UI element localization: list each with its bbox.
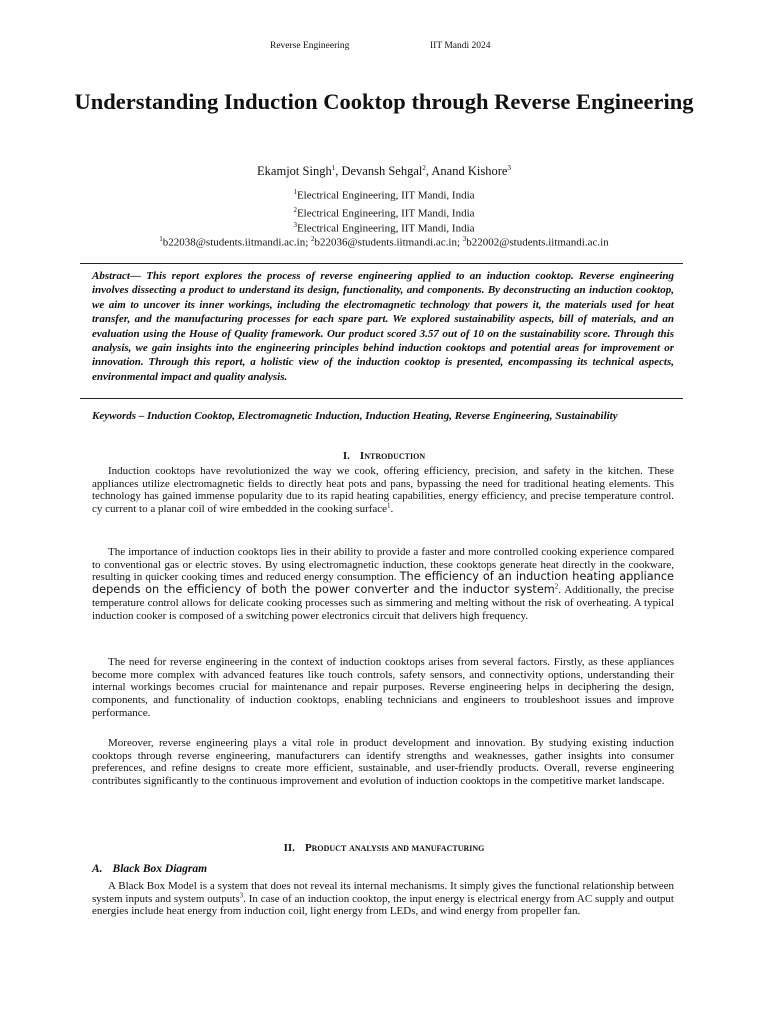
author-name: Ekamjot Singh [257, 164, 332, 179]
affiliation-text: Electrical Engineering, IIT Mandi, India [296, 189, 475, 202]
intro-paragraph-3 [92, 656, 674, 720]
author-mark: 1 [331, 164, 336, 172]
citation-ref[interactable]: 2 [554, 582, 559, 591]
running-header [0, 41, 768, 55]
section-number: II. [283, 842, 295, 854]
paragraph-tail: . Additionally, the precise temperature control allows for delicate cooking processes such as simmering and melting without the risk of overheating. A typical induction cooker is composed of a switching power electronics circuit that delivers high frequency. [92, 584, 675, 622]
abstract-text: This report explores the process of reverse engineering applied to an induction cooktop. Reverse engineering involves dissecting a product to understand its design, functionality, and components. By deconstructing an induction cooktop, we aim to uncover its inner workings, including the electromagnetic technology that powers it, the materials used for heat transfer, and the manufacturing processes for each spare part. We explored sustainability aspects, bill of materials, and an evaluation using the House of Quality framework. Our product scored 3.57 out of 10 on the sustainability score. Through this analysis, we gain insights into the engineering principles behind induction cooktops and potential areas for improvement or innovation. Through this report, a holistic view of the induction cooktop is presented, encompassing its technical aspects, environmental impact and quality analysis. [92, 270, 675, 383]
affiliation-mark: 1 [293, 188, 297, 196]
section-title: Product analysis and manufacturing [304, 842, 485, 854]
email-line: $^1$b22038@students.iitmandi.ac.in; $^2$b22036@students.iitmandi.ac.in; $^3$b22002@students.iitmandi.ac.in [159, 235, 609, 249]
affiliation-mark: 2 [293, 206, 297, 214]
citation-ref[interactable]: 1 [387, 501, 391, 510]
subsection-title: Black Box Diagram [112, 863, 208, 875]
citation-ref[interactable]: 3 [239, 891, 244, 900]
paragraph-quoted-text: The efficiency of an induction heating appliance depends on the efficiency of both the power converter and the inductor system [92, 570, 675, 597]
subsection-number: A. [92, 863, 103, 875]
running-header-left: Reverse Engineering [270, 41, 350, 51]
affiliation-text: Electrical Engineering, IIT Mandi, India [296, 207, 475, 220]
intro-paragraph-4 [92, 737, 674, 788]
email-mark: 1 [159, 235, 163, 243]
paragraph-tail: . [390, 503, 394, 516]
paragraph-tail: . In case of an induction cooktop, the input energy is electrical energy from AC supply and output energies include heat energy from induction coil, light energy from LEDs, and wind energy from propeller fan. [92, 892, 674, 918]
keywords-text: Induction Cooktop, Electromagnetic Induction, Induction Heating, Reverse Engineering, Sustainability [147, 410, 618, 422]
author-email[interactable]: b22038@students.iitmandi.ac.in [162, 236, 306, 249]
author-email[interactable]: b22036@students.iitmandi.ac.in [314, 236, 457, 249]
intro-paragraph-2 [92, 546, 674, 622]
section-heading-introduction [0, 449, 768, 463]
affiliation-text: Electrical Engineering, IIT Mandi, India [296, 222, 475, 235]
email-mark: 2 [311, 235, 315, 243]
affiliation-1 [0, 185, 768, 203]
running-header-right: IIT Mandi 2024 [430, 41, 491, 51]
black-box-paragraph [92, 880, 674, 918]
keywords [92, 409, 674, 423]
paragraph-text: The importance of induction cooktops lies in their ability to provide a faster and more controlled cooking experience compared to conventional gas or electric stoves. By using electromagnetic induction, these cooktops generate heat directly in the cookware, resulting in quicker cooking times and reduced energy consumption. [92, 546, 674, 584]
section-heading-product-analysis [0, 841, 768, 855]
paragraph-text: The need for reverse engineering in the context of induction cooktops arises from several factors. Firstly, as these appliances become more complex with advanced features like touch controls, safety sensors, and connectivity options, understanding their internal workings becomes crucial for maintenance and repair purposes. Reverse engineering helps in deciphering the design, components, and functionality of induction cooktops, enabling technicians and engineers to troubleshoot issues and improve performance. [92, 656, 674, 719]
keywords-label: Keywords – [92, 410, 145, 422]
paragraph-text: Induction cooktops have revolutionized the way we cook, offering efficiency, precision, and safety in the kitchen. These appliances utilize electromagnetic fields to directly heat pots and pans, bypassing the need for traditional heating elements. This technology has gained immense popularity due to its rapid heating capabilities, energy efficiency, and precise temperature control. cy current to a planar coil of wire embedded in the cooking surface [92, 465, 674, 516]
abstract-label: Abstract— [92, 270, 141, 282]
affiliation-mark: 3 [293, 221, 297, 229]
abstract [92, 269, 674, 384]
divider-top [80, 263, 683, 264]
divider-bottom [80, 398, 683, 399]
subsection-heading-black-box [92, 863, 207, 875]
paragraph-text: A Black Box Model is a system that does not reveal its internal mechanisms. It simply gives the functional relationship between system inputs and system outputs [92, 880, 674, 905]
intro-paragraph-1 [92, 465, 674, 516]
paragraph-text: Moreover, reverse engineering plays a vital role in product development and innovation. By studying existing induction cooktops through reverse engineering, manufacturers can identify strengths and weaknesses, gather insights into consumer preferences, and refine designs to create more efficient, sustainable, and user-friendly products. Overall, reverse engineering contributes significantly to the continuous improvement and evolution of induction cooktops in the competitive market landscape. [92, 737, 674, 788]
author-mark: 3 [507, 164, 511, 172]
section-number: I. [342, 450, 350, 462]
author-list: Ekamjot Singh$^1$, Devansh Sehgal$^2$, Anand Kishore$^3$ [257, 164, 511, 179]
author-name: Devansh Sehgal [341, 164, 423, 179]
author-email[interactable]: b22002@students.iitmandi.ac.in [466, 236, 609, 249]
author-name: Anand Kishore [431, 164, 508, 179]
author-mark: 2 [422, 164, 426, 172]
email-mark: 3 [462, 235, 467, 243]
section-title: Introduction [359, 450, 426, 462]
paper-title: Understanding Induction Cooktop through Reverse Engineering [74, 89, 694, 114]
